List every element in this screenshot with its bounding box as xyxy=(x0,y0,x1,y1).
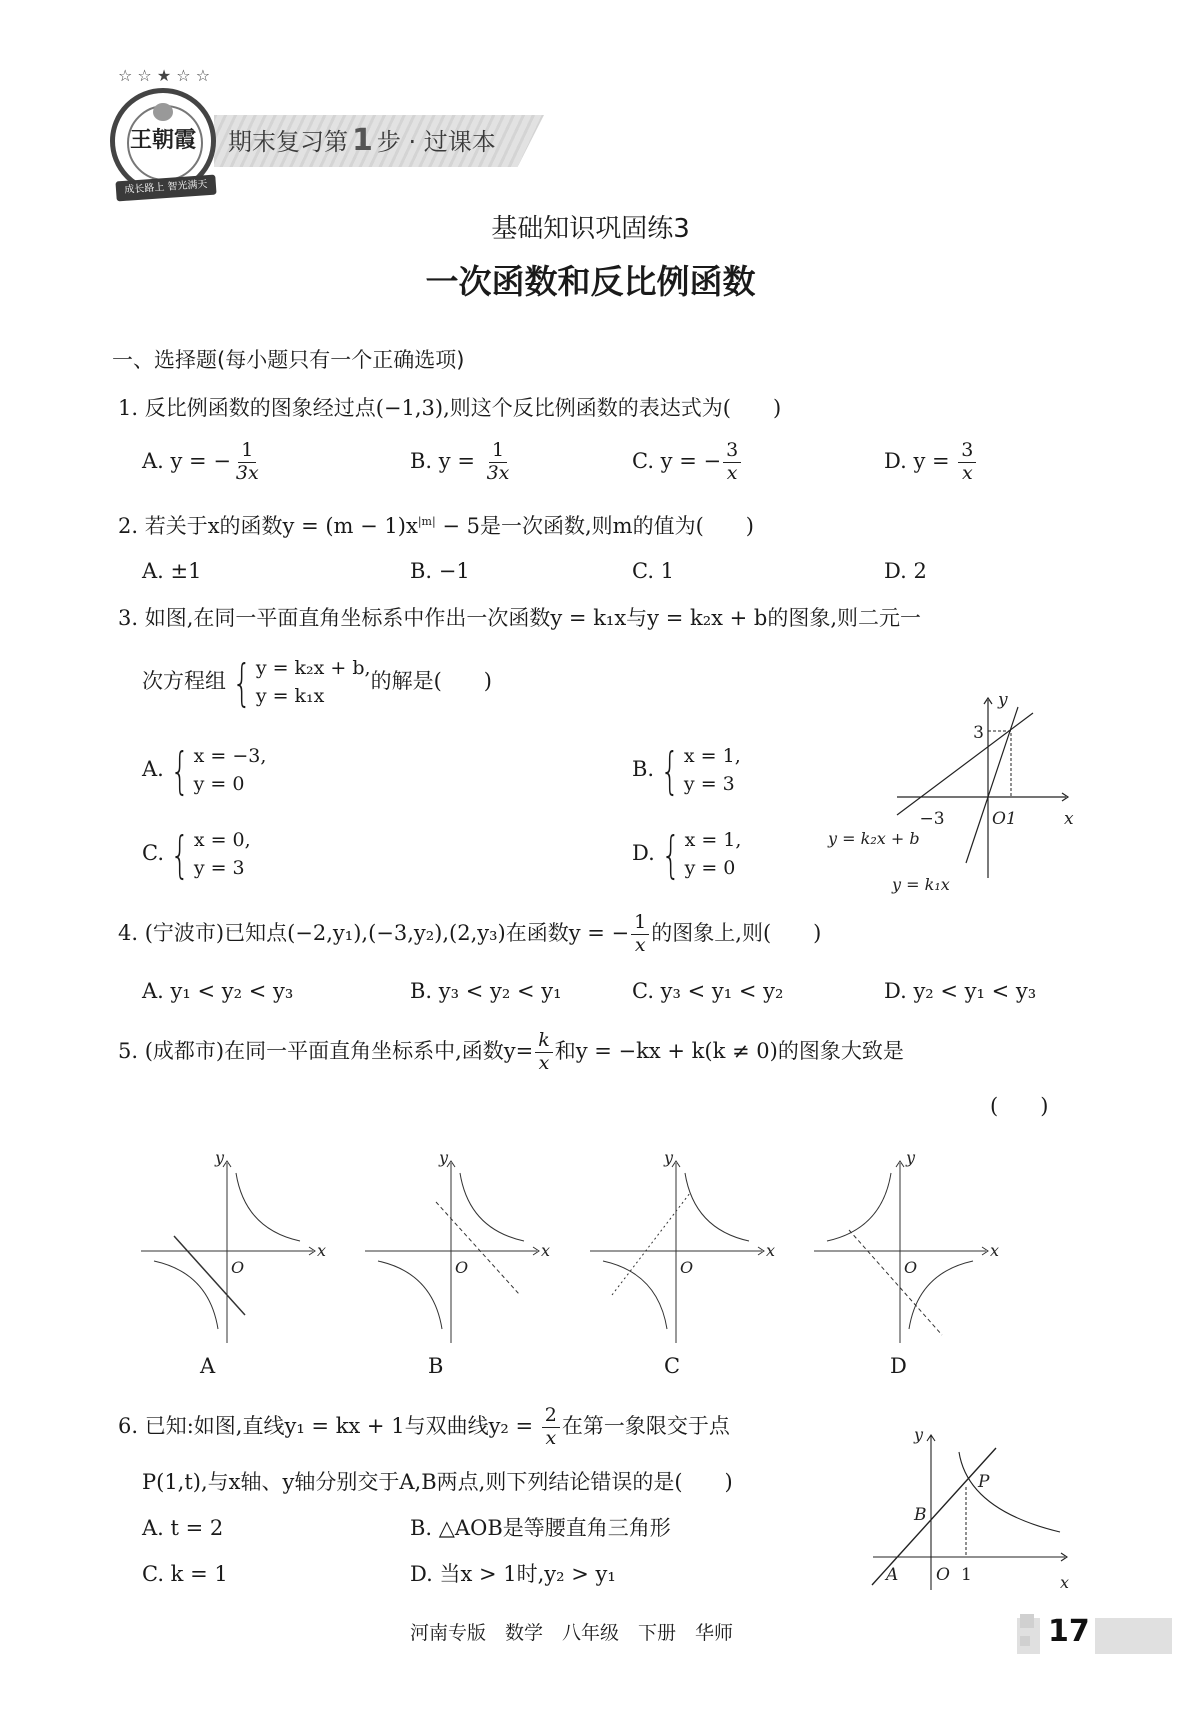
q1-option-d xyxy=(884,440,978,485)
q4-option-c: C. y₃ < y₁ < y₂ xyxy=(632,979,784,1003)
fraction xyxy=(723,440,741,485)
q3-line2-post: 的解是( ) xyxy=(370,669,492,694)
q6-graph xyxy=(860,1400,1075,1600)
equation-row: y = 0 xyxy=(193,772,245,795)
numerator: 1 xyxy=(631,912,649,935)
q3-option-d xyxy=(632,827,741,882)
q6-option-d: D. 当x > 1时,y₂ > y₁ xyxy=(410,1562,616,1586)
graph-label-c: C xyxy=(664,1354,681,1378)
q2-text-pre: 2. 若关于x的函数y = (m − 1)x xyxy=(118,514,418,538)
q5-graph-d xyxy=(800,1141,1000,1351)
denominator: x xyxy=(545,1426,557,1449)
logo-portrait-icon xyxy=(153,103,173,121)
decor-square xyxy=(1020,1614,1034,1628)
q4-option-a: A. y₁ < y₂ < y₃ xyxy=(142,979,294,1003)
band-step-number: 1 xyxy=(352,123,373,158)
q6-option-a: A. t = 2 xyxy=(142,1516,224,1540)
q3-option-b xyxy=(632,743,741,798)
line-graph xyxy=(849,1230,942,1335)
numerator: 2 xyxy=(542,1405,560,1428)
q4-option-d: D. y₂ < y₁ < y₃ xyxy=(884,979,1037,1003)
brace-icon: { xyxy=(232,653,252,712)
q5-graph-c xyxy=(576,1141,776,1351)
option-label: D. y = xyxy=(884,448,957,473)
brace-icon: { xyxy=(170,825,190,884)
footer-edition: 河南专版 数学 八年级 下册 华师 xyxy=(410,1622,734,1644)
numerator: 3 xyxy=(723,440,741,463)
page-title: 一次函数和反比例函数 xyxy=(425,262,756,301)
point-b-label: B xyxy=(914,1505,927,1525)
equation-row: y = k₂x + b, xyxy=(255,657,371,679)
logo-stars-icon: ☆ ☆ ★ ☆ ☆ xyxy=(118,66,211,85)
x-axis-label: x xyxy=(766,1241,776,1260)
option-label: A. xyxy=(142,757,164,782)
q5-graph-b xyxy=(351,1141,551,1351)
hyperbola-branch-q3 xyxy=(154,1261,218,1329)
tick-3: 3 xyxy=(973,723,984,743)
line-graph xyxy=(436,1202,519,1294)
x-axis-label: x xyxy=(990,1241,1000,1260)
section-heading: 一、选择题(每小题只有一个正确选项) xyxy=(112,348,465,372)
brace-icon: { xyxy=(661,825,681,884)
numerator: 3 xyxy=(958,440,976,463)
fraction xyxy=(233,440,262,485)
hyperbola-branch-q2 xyxy=(827,1173,891,1241)
denominator: 3x xyxy=(486,461,510,484)
option-label: C. y = − xyxy=(632,448,722,473)
origin-label: O xyxy=(904,1258,918,1277)
equation-row: x = 0, xyxy=(193,829,251,851)
q2-option-a: A. ±1 xyxy=(142,559,202,583)
q2-option-c: C. 1 xyxy=(632,559,675,583)
equation-row: x = 1, xyxy=(684,829,742,851)
q5-graph-a xyxy=(127,1141,327,1351)
q3-line2-pre: 次方程组 xyxy=(142,669,226,694)
q4-text-pre: 4. (宁波市)已知点(−2,y₁),(−3,y₂),(2,y₃)在函数y = − xyxy=(118,920,630,945)
x-axis-label: x xyxy=(317,1241,327,1260)
fraction xyxy=(484,440,513,485)
equation-row: x = −3, xyxy=(193,745,267,767)
fraction xyxy=(535,1030,553,1075)
equation-row: y = 3 xyxy=(683,772,735,795)
question-3-line1: 3. 如图,在同一平面直角坐标系中作出一次函数y = k₁x与y = k₂x + b的图象,则二元一 xyxy=(118,606,922,630)
x-axis-label: x xyxy=(1060,1573,1070,1592)
equation-system xyxy=(226,655,371,710)
band-text-pre: 期末复习第 xyxy=(228,128,348,156)
q4-text-post: 的图象上,则( ) xyxy=(651,920,822,945)
q2-option-b: B. −1 xyxy=(410,559,470,583)
question-6-line1 xyxy=(118,1405,730,1450)
question-6-line2: P(1,t),与x轴、y轴分别交于A,B两点,则下列结论错误的是( ) xyxy=(142,1470,733,1494)
label-line-k1x: y = k₁x xyxy=(892,875,950,894)
numerator: 1 xyxy=(238,440,256,463)
line-graph xyxy=(612,1193,690,1295)
question-4-text xyxy=(118,912,821,957)
q5-text-pre: 5. (成都市)在同一平面直角坐标系中,函数y= xyxy=(118,1038,534,1063)
graph-label-b: B xyxy=(428,1354,444,1378)
tick-1: 1 xyxy=(961,1565,972,1585)
q5-answer-bracket: ( ) xyxy=(990,1094,1049,1118)
q6-text-post: 在第一象限交于点 xyxy=(561,1413,730,1438)
q3-option-c xyxy=(142,827,251,882)
q5-text-post: 和y = −kx + k(k ≠ 0)的图象大致是 xyxy=(554,1038,904,1063)
denominator: x xyxy=(634,933,646,956)
option-label: D. xyxy=(632,841,655,866)
point-p-label: P xyxy=(978,1472,990,1492)
q2-exponent: |m| xyxy=(417,515,436,528)
fraction xyxy=(958,440,976,485)
origin-label: O xyxy=(936,1565,950,1585)
hyperbola-y2 xyxy=(959,1452,1060,1532)
denominator: x xyxy=(726,461,738,484)
q6-option-b: B. △AOB是等腰直角三角形 xyxy=(410,1516,671,1540)
label-line-k2x-b: y = k₂x + b xyxy=(828,829,920,848)
equation-row: x = 1, xyxy=(683,745,741,767)
question-2-text xyxy=(118,514,754,539)
y-axis-label: y xyxy=(914,1425,924,1444)
option-label: C. xyxy=(142,841,164,866)
equation-row: y = 0 xyxy=(684,856,736,879)
equation-row: y = 3 xyxy=(193,856,245,879)
point-a-label: A xyxy=(886,1565,899,1585)
header-band-text xyxy=(228,122,496,158)
denominator: 3x xyxy=(235,461,259,484)
y-axis-label: y xyxy=(215,1148,225,1167)
option-label: A. y = − xyxy=(142,448,231,473)
y-axis-label: y xyxy=(664,1148,674,1167)
origin-label: O xyxy=(455,1258,469,1277)
option-label: B. y = xyxy=(410,448,482,473)
q1-option-b xyxy=(410,440,514,485)
y-axis-label: y xyxy=(998,690,1008,710)
numerator: 1 xyxy=(489,440,507,463)
page-number: 17 xyxy=(1048,1614,1090,1649)
q3-option-a xyxy=(142,743,266,798)
logo-slogan-ribbon: 成长路上 智光满天 xyxy=(115,175,216,202)
question-5-text xyxy=(118,1030,904,1075)
option-label: B. xyxy=(632,757,655,782)
numerator: k xyxy=(535,1030,553,1053)
q1-option-a xyxy=(142,440,264,485)
denominator: x xyxy=(961,461,973,484)
denominator: x xyxy=(538,1051,550,1074)
hyperbola-branch-q1 xyxy=(460,1173,524,1241)
q6-text-pre: 6. 已知:如图,直线y₁ = kx + 1与双曲线y₂ = xyxy=(118,1413,540,1438)
q3-graph xyxy=(800,680,1100,900)
graph-label-d: D xyxy=(890,1354,907,1378)
line-k2x-b xyxy=(897,713,1033,815)
fraction xyxy=(542,1405,560,1450)
hyperbola-branch-q3 xyxy=(378,1261,442,1329)
q4-option-b: B. y₃ < y₂ < y₁ xyxy=(410,979,562,1003)
decor-square xyxy=(1020,1636,1030,1646)
brace-icon: { xyxy=(660,741,680,800)
question-1-text: 1. 反比例函数的图象经过点(−1,3),则这个反比例函数的表达式为( ) xyxy=(118,396,782,420)
logo-name: 王朝霞 xyxy=(129,127,196,153)
x-axis-label: x xyxy=(1064,809,1074,829)
band-text-post: 步 · 过课本 xyxy=(376,128,496,156)
graph-label-a: A xyxy=(200,1354,216,1378)
y-axis-label: y xyxy=(906,1148,916,1167)
hyperbola-branch-q4 xyxy=(909,1261,973,1329)
fraction xyxy=(631,912,649,957)
x-axis-label: x xyxy=(541,1241,551,1260)
q2-text-post: − 5是一次函数,则m的值为( ) xyxy=(435,514,754,538)
hyperbola-branch-q1 xyxy=(236,1173,300,1241)
origin-label: O xyxy=(231,1258,245,1277)
origin-label: O xyxy=(680,1258,694,1277)
origin-and-tick-1: O1 xyxy=(992,809,1017,829)
subtitle: 基础知识巩固练3 xyxy=(491,214,690,244)
q2-option-d: D. 2 xyxy=(884,559,927,583)
tick-neg-3: −3 xyxy=(919,809,945,829)
hyperbola-branch-q1 xyxy=(685,1173,749,1241)
question-3-line2 xyxy=(142,655,492,710)
equation-row: y = k₁x xyxy=(255,684,325,707)
q6-option-c: C. k = 1 xyxy=(142,1562,228,1586)
brace-icon: { xyxy=(170,741,190,800)
q1-option-c xyxy=(632,440,743,485)
y-axis-label: y xyxy=(439,1148,449,1167)
